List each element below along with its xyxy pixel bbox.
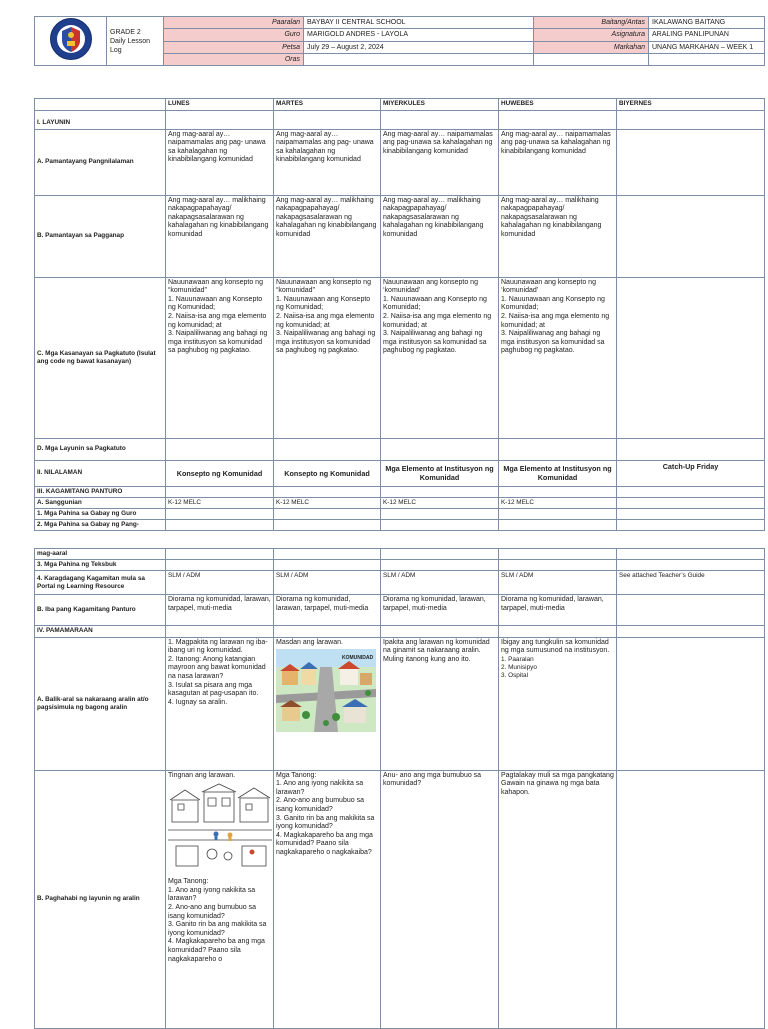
iba-mon: Diorama ng komunidad, larawan, tarpapel, muti-media — [166, 595, 274, 626]
teacher-label: Guro — [164, 29, 304, 41]
karagdagan-tue: SLM / ADM — [274, 571, 381, 595]
lesson-table-part-1 — [34, 98, 765, 531]
cell-c-wed — [381, 277, 499, 438]
row-label-karagdagang-kagamitan: 4. Karagdagang Kagamitan mula sa Portal ng Learning Resource — [35, 571, 166, 595]
list-item: Mga Tanong: — [276, 771, 317, 779]
nilalaman-fri: Catch-Up Friday — [617, 460, 765, 486]
iba-wed: Diorama ng komunidad, larawan, tarpapel, muti-media — [381, 595, 499, 626]
row-label-pamantayan-sa-pagganap: B. Pamantayan sa Pagganap — [35, 195, 166, 277]
cell-b-thu: Ang mag-aaral ay… malikhaing nakapagpapahayag/ nakapagsasalarawan ng kahalagahan ng kinabibilangang komunidad — [499, 195, 617, 277]
sanggunian-wed: K-12 MELC — [381, 498, 499, 509]
balik-mon — [166, 637, 274, 770]
list-item: 1. Ano ang iyong nakikita sa larawan? — [168, 886, 256, 903]
day-header-fri: BIYERNES — [617, 99, 765, 111]
time-value — [304, 53, 534, 65]
date-value: July 29 – August 2, 2024 — [304, 41, 534, 53]
list-item: Mga Tanong: — [168, 878, 209, 886]
cell-b-tue: Ang mag-aaral ay… malikhaing nakapagpapahayag/ nakapagsasalarawan ng kahalagahan ng kinabibilangang komunidad — [274, 195, 381, 277]
empty-cell — [534, 53, 649, 65]
iba-fri — [617, 595, 765, 626]
list-item: 1. Paaralan — [501, 655, 534, 663]
paghahabi-wed: Anu- ano ang mga bumubuo sa komunidad? — [381, 770, 499, 1028]
log-title-2: Log — [110, 46, 122, 54]
karagdagan-thu: SLM / ADM — [499, 571, 617, 595]
sanggunian-tue: K-12 MELC — [274, 498, 381, 509]
picture-label: KOMUNIDAD — [342, 655, 374, 662]
day-header-thu: HUWEBES — [499, 99, 617, 111]
list-item: 1. Nauunawaan ang Konsepto ng Komunidad; — [168, 295, 263, 312]
sanggunian-mon: K-12 MELC — [166, 498, 274, 509]
list-item: 3. Ospital — [501, 671, 528, 679]
list-item: 2. Naiisa-isa ang mga elemento ng komunidad; at — [383, 312, 492, 329]
list-item: 2. Naiisa-isa ang mga elemento ng komunidad; at — [501, 312, 610, 329]
list-item: 3. Naipaliliwanag ang bahagi ng mga institusyon sa komunidad sa paghubog ng pagkatao. — [383, 330, 487, 355]
karagdagan-mon: SLM / ADM — [166, 571, 274, 595]
list-item: 1. Nauunawaan ang Konsepto ng Komunidad; — [501, 295, 605, 312]
section-kagamitan: III. KAGAMITANG PANTURO — [35, 486, 166, 498]
list-item: Nauunawaan ang konsepto ng “komunidad” — [276, 278, 371, 295]
row-label-teksbuk: 3. Mga Pahina ng Teksbuk — [35, 560, 166, 571]
row-label-sanggunian: A. Sanggunian — [35, 498, 166, 509]
list-item: 2. Naiisa-isa ang mga elemento ng komunidad; at — [276, 312, 375, 329]
list-item: 1. Magpakita ng larawan ng iba-ibang uri ng komunidad. — [168, 638, 268, 655]
row-label-paghahabi: B. Paghahabi ng layunin ng aralin — [35, 770, 166, 1028]
corner-cell — [35, 99, 166, 111]
cell-b-fri — [617, 195, 765, 277]
list-item: 4. Iugnay sa aralin. — [168, 698, 228, 706]
cell-c-thu — [499, 277, 617, 438]
grade-label: GRADE 2 — [110, 28, 141, 36]
sanggunian-thu: K-12 MELC — [499, 498, 617, 509]
list-item: 3. Ganito rin ba ang makikita sa iyong komunidad? — [168, 921, 267, 937]
list-item: 3. Ganito rin ba ang makikita sa iyong komunidad? — [276, 814, 375, 831]
list-item: 3. Naipaliliwanag ang bahagi ng mga institusyon sa komunidad sa paghubog ng pagkatao. — [276, 330, 376, 355]
cell-a-wed: Ang mag-aaral ay… naipamamalas ang pag-unawa sa kahalagahan ng kinabibilangang komunidad — [381, 129, 499, 195]
logo-cell — [35, 17, 107, 66]
school-label: Paaralan — [164, 17, 304, 29]
subject-label: Asignatura — [534, 29, 649, 41]
cell-c-tue — [274, 277, 381, 438]
cell-b-wed: Ang mag-aaral ay… malikhaing nakapagpapahayag/ nakapagsasalarawan ng kahalagahan ng kinabibilangang komunidad — [381, 195, 499, 277]
balik-tue — [274, 637, 381, 770]
list-item: Nauunawaan ang konsepto ng ‘komunidad’ — [501, 278, 596, 295]
row-label-gabay-pang-mag-aaral-2: mag-aaral — [35, 549, 166, 560]
list-item: 1. Nauunawaan ang Konsepto ng Komunidad; — [383, 295, 487, 312]
balik-tue-text: Masdan ang larawan. — [276, 638, 343, 646]
grade-level-value: IKALAWANG BAITANG — [649, 17, 765, 29]
teacher-value: MARIGOLD ANDRES - LAYOLA — [304, 29, 534, 41]
cell-c-mon — [166, 277, 274, 438]
cell-b-mon: Ang mag-aaral ay… malikhaing nakapagpapahayag/ nakapagsasalarawan ng kahalagahan ng kinabibilangang komunidad — [166, 195, 274, 277]
section-layunin: I. LAYUNIN — [35, 110, 166, 129]
paghahabi-intro: Tingnan ang larawan. — [168, 771, 236, 779]
deped-seal-icon — [41, 17, 101, 61]
section-nilalaman: II. NILALAMAN — [35, 460, 166, 486]
list-item: 3. Naipaliliwanag ang bahagi ng mga institusyon sa komunidad sa paghubog ng pagkatao. — [501, 330, 605, 355]
date-label: Petsa — [164, 41, 304, 53]
row-label-gabay-guro: 1. Mga Pahina sa Gabay ng Guro — [35, 509, 166, 520]
cell-a-mon: Ang mag-aaral ay… naipamamalas ang pag- unawa sa kahalagahan ng kinabibilangang komunidad — [166, 129, 274, 195]
list-item: Nauunawaan ang konsepto ng “komunidad” — [168, 278, 263, 295]
paghahabi-tue — [274, 770, 381, 1028]
row-label-pamantayang-pangnilalaman: A. Pamantayang Pangnilalaman — [35, 129, 166, 195]
school-value: BAYBAY II CENTRAL SCHOOL — [304, 17, 534, 29]
nilalaman-mon: Konsepto ng Komunidad — [166, 460, 274, 486]
list-item: 2. Munisipyo — [501, 663, 537, 671]
community-sketch-illustration — [168, 782, 272, 874]
grade-level-label: Baitang/Antas — [534, 17, 649, 29]
row-label-gabay-pang-mag-aaral-1: 2. Mga Pahina sa Gabay ng Pang- — [35, 520, 166, 531]
list-item: 1. Nauunawaan ang Konsepto ng Komunidad; — [276, 295, 371, 312]
empty-cell — [649, 53, 765, 65]
paghahabi-thu: Pagtalakay muli sa mga pangkatang Gawain na ginawa ng mga bata kahapon. — [499, 770, 617, 1028]
nilalaman-wed: Mga Elemento at Institusyon ng Komunidad — [381, 460, 499, 486]
day-header-tue: MARTES — [274, 99, 381, 111]
karagdagan-wed: SLM / ADM — [381, 571, 499, 595]
iba-thu: Diorama ng komunidad, larawan, tarpapel, muti-media — [499, 595, 617, 626]
grade-title-cell — [107, 17, 164, 66]
list-item: 2. Itanong: Anong katangian mayroon ang bawat komunidad na nasa larawan? — [168, 655, 266, 680]
list-item: Ibigay ang tungkulin sa komunidad ng mga sumusunod na institusyon. — [501, 638, 610, 655]
list-item: 3. Naipaliliwanag ang bahagi ng mga institusyon sa komunidad sa paghubog ng pagkatao. — [168, 330, 268, 355]
nilalaman-tue: Konsepto ng Komunidad — [274, 460, 381, 486]
iba-tue: Diorama ng komunidad, larawan, tarpapel, muti-media — [274, 595, 381, 626]
karagdagan-fri: See attached Teacher’s Guide — [617, 571, 765, 595]
row-label-balik-aral: A. Balik-aral sa nakaraang aralin at/o pagsisimula ng bagong aralin — [35, 637, 166, 770]
list-item: Nauunawaan ang konsepto ng ‘komunidad’ — [383, 278, 478, 295]
list-item: 1. Ano ang iyong nakikita sa larawan? — [276, 780, 364, 796]
subject-value: ARALING PANLIPUNAN — [649, 29, 765, 41]
header-table — [34, 16, 765, 66]
cell-c-fri — [617, 277, 765, 438]
paghahabi-mon — [166, 770, 274, 1028]
quarter-value: UNANG MARKAHAN – WEEK 1 — [649, 41, 765, 53]
row-label-iba-pang-kagamitan: B. Iba pang Kagamitang Panturo — [35, 595, 166, 626]
list-item: 2. Naiisa-isa ang mga elemento ng komunidad; at — [168, 312, 267, 329]
sanggunian-fri — [617, 498, 765, 509]
community-illustration — [276, 649, 376, 732]
list-item: 2. Ano-ano ang bumubuo sa isang komunidad? — [168, 903, 256, 920]
row-label-layunin-sa-pagkatuto: D. Mga Layunin sa Pagkatuto — [35, 438, 166, 460]
cell-a-fri — [617, 129, 765, 195]
balik-wed: Ipakita ang larawan ng komunidad na ginamit sa nakaraang aralin. Muling itanong kung ano ito. — [381, 637, 499, 770]
list-item: 3. Isulat sa pisara ang mga kasagutan at pag-usapan ito. — [168, 681, 259, 698]
cell-a-tue: Ang mag-aaral ay… naipamamalas ang pag- unawa sa kahalagahan ng kinabibilangang komunidad — [274, 129, 381, 195]
nilalaman-thu: Mga Elemento at Institusyon ng Komunidad — [499, 460, 617, 486]
day-header-wed: MIYERKULES — [381, 99, 499, 111]
balik-thu — [499, 637, 617, 770]
list-item: 4. Magkakapareho ba ang mga komunidad? Paano sila nagkakapareho o nagkakaiba? — [276, 831, 373, 856]
quarter-label: Markahan — [534, 41, 649, 53]
list-item: 4. Magkakapareho ba ang mga komunidad? Paano sila nagkakapareho o — [168, 938, 265, 963]
row-label-kasanayan: C. Mga Kasanayan sa Pagkatuto (Isulat ang code ng bawat kasanayan) — [35, 277, 166, 438]
lesson-table-part-2 — [34, 548, 765, 1029]
section-pamamaraan: IV. PAMAMARAAN — [35, 626, 166, 638]
day-header-mon: LUNES — [166, 99, 274, 111]
log-title-1: Daily Lesson — [110, 37, 151, 45]
cell-a-thu: Ang mag-aaral ay… naipamamalas ang pag-unawa sa kahalagahan ng kinabibilangang komunidad — [499, 129, 617, 195]
time-label: Oras — [164, 53, 304, 65]
list-item: 2. Ano-ano ang bumubuo sa isang komunidad? — [276, 797, 364, 813]
